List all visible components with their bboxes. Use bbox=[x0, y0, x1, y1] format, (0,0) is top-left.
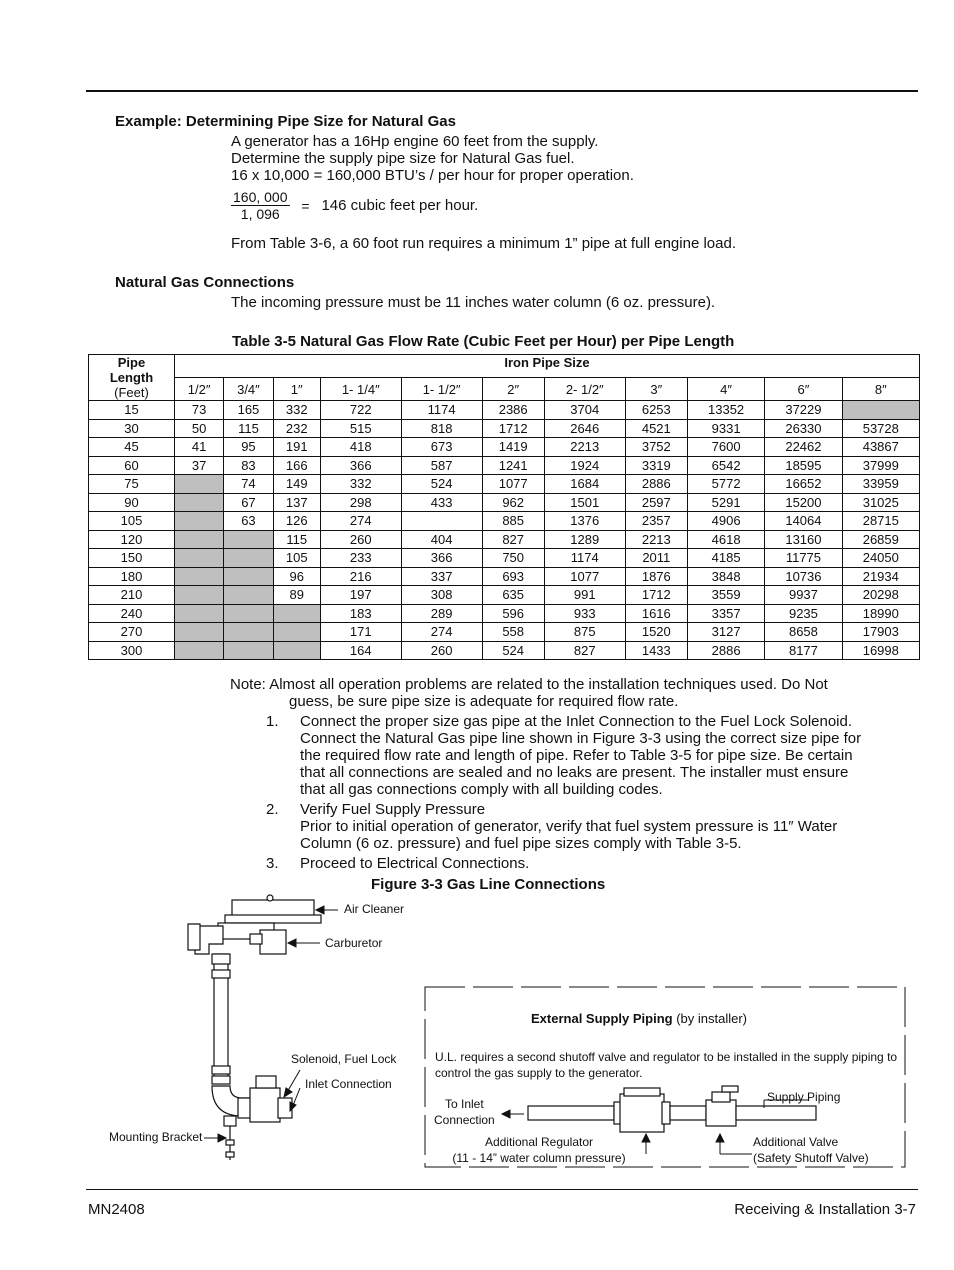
flow-rate-cell: 11775 bbox=[765, 549, 842, 568]
flow-rate-cell: 274 bbox=[401, 623, 482, 642]
flow-rate-cell bbox=[273, 641, 320, 660]
step-line: Verify Fuel Supply Pressure bbox=[300, 801, 486, 818]
flow-rate-cell bbox=[175, 567, 224, 586]
flow-rate-table bbox=[88, 354, 920, 660]
flow-rate-cell: 4906 bbox=[687, 512, 764, 531]
flow-rate-cell: 5772 bbox=[687, 475, 764, 494]
flow-rate-cell: 171 bbox=[320, 623, 401, 642]
pipe-length-cell: 270 bbox=[89, 623, 175, 642]
flow-rate-cell: 635 bbox=[482, 586, 544, 605]
box-title-suffix: (by installer) bbox=[676, 1011, 747, 1026]
step-line: Proceed to Electrical Connections. bbox=[300, 855, 530, 872]
flow-rate-cell: 137 bbox=[273, 493, 320, 512]
flow-rate-cell: 2886 bbox=[687, 641, 764, 660]
flow-rate-cell: 3848 bbox=[687, 567, 764, 586]
flow-rate-cell bbox=[224, 586, 273, 605]
valve-line: Additional Valve bbox=[753, 1135, 839, 1149]
flow-rate-cell bbox=[842, 401, 919, 420]
flow-rate-cell: 28715 bbox=[842, 512, 919, 531]
pipe-size-header: 1/2″ bbox=[175, 378, 224, 401]
flow-rate-cell bbox=[224, 549, 273, 568]
flow-rate-cell: 164 bbox=[320, 641, 401, 660]
label-mounting-bracket: Mounting Bracket bbox=[109, 1130, 203, 1144]
flow-rate-cell: 1924 bbox=[544, 456, 625, 475]
flow-rate-cell: 1289 bbox=[544, 530, 625, 549]
pipe-length-cell: 90 bbox=[89, 493, 175, 512]
flow-rate-cell: 1174 bbox=[544, 549, 625, 568]
flow-rate-cell bbox=[273, 604, 320, 623]
flow-rate-cell: 3559 bbox=[687, 586, 764, 605]
flow-rate-cell: 14064 bbox=[765, 512, 842, 531]
pipe-size-header: 2″ bbox=[482, 378, 544, 401]
flow-rate-cell: 1712 bbox=[482, 419, 544, 438]
flow-rate-cell bbox=[175, 641, 224, 660]
flow-rate-cell: 308 bbox=[401, 586, 482, 605]
flow-rate-cell: 20298 bbox=[842, 586, 919, 605]
flow-rate-cell: 885 bbox=[482, 512, 544, 531]
box-text bbox=[435, 1049, 897, 1081]
pipe-length-cell: 45 bbox=[89, 438, 175, 457]
table-row bbox=[89, 641, 920, 660]
flow-rate-cell: 298 bbox=[320, 493, 401, 512]
label-additional-regulator bbox=[451, 1134, 627, 1166]
flow-rate-cell bbox=[175, 623, 224, 642]
flow-rate-cell: 165 bbox=[224, 401, 273, 420]
example-line: Determine the supply pipe size for Natural Gas fuel. bbox=[231, 150, 575, 167]
step-text bbox=[300, 801, 837, 852]
flow-rate-cell: 3319 bbox=[625, 456, 687, 475]
flow-rate-cell: 197 bbox=[320, 586, 401, 605]
step-text bbox=[300, 713, 861, 798]
flow-rate-cell: 26330 bbox=[765, 419, 842, 438]
flow-rate-cell: 50 bbox=[175, 419, 224, 438]
flow-rate-cell bbox=[224, 567, 273, 586]
pipe-length-cell: 150 bbox=[89, 549, 175, 568]
bottom-rule bbox=[86, 1189, 918, 1190]
flow-rate-cell: 433 bbox=[401, 493, 482, 512]
pipe-size-header: 8″ bbox=[842, 378, 919, 401]
flow-rate-cell: 4185 bbox=[687, 549, 764, 568]
flow-rate-cell: 9331 bbox=[687, 419, 764, 438]
step-number: 2. bbox=[266, 801, 279, 818]
flow-rate-cell: 673 bbox=[401, 438, 482, 457]
flow-rate-cell: 9937 bbox=[765, 586, 842, 605]
flow-rate-cell: 24050 bbox=[842, 549, 919, 568]
flow-rate-cell: 1077 bbox=[544, 567, 625, 586]
label-supply-piping: Supply Piping bbox=[767, 1090, 841, 1104]
flow-rate-cell: 524 bbox=[482, 641, 544, 660]
flow-rate-cell: 73 bbox=[175, 401, 224, 420]
flow-rate-cell: 126 bbox=[273, 512, 320, 531]
pipe-length-cell: 15 bbox=[89, 401, 175, 420]
flow-rate-cell: 1241 bbox=[482, 456, 544, 475]
to-inlet-line: Connection bbox=[434, 1113, 495, 1127]
flow-rate-cell: 933 bbox=[544, 604, 625, 623]
step-line: that all connections are sealed and no leaks are present. The installer must ensure bbox=[300, 764, 849, 781]
flow-rate-cell bbox=[175, 604, 224, 623]
flow-rate-cell: 37 bbox=[175, 456, 224, 475]
flow-rate-cell: 18990 bbox=[842, 604, 919, 623]
flow-rate-cell: 1174 bbox=[401, 401, 482, 420]
flow-rate-cell: 962 bbox=[482, 493, 544, 512]
flow-rate-cell: 2213 bbox=[544, 438, 625, 457]
flow-rate-cell: 827 bbox=[544, 641, 625, 660]
flow-rate-cell: 15200 bbox=[765, 493, 842, 512]
steps-list bbox=[230, 713, 910, 872]
flow-rate-cell: 991 bbox=[544, 586, 625, 605]
table-row bbox=[89, 512, 920, 531]
step-text bbox=[300, 855, 529, 872]
flow-rate-cell: 95 bbox=[224, 438, 273, 457]
top-rule bbox=[86, 90, 918, 92]
table-row bbox=[89, 586, 920, 605]
flow-rate-cell: 2886 bbox=[625, 475, 687, 494]
step-number: 3. bbox=[266, 855, 279, 872]
flow-rate-cell: 2386 bbox=[482, 401, 544, 420]
flow-rate-cell bbox=[175, 493, 224, 512]
length-header-line: Pipe bbox=[117, 355, 146, 370]
step-line: Column (6 oz. pressure) and fuel pipe sizes comply with Table 3-5. bbox=[300, 835, 742, 852]
flow-rate-cell: 366 bbox=[401, 549, 482, 568]
flow-rate-cell: 149 bbox=[273, 475, 320, 494]
length-header bbox=[89, 355, 175, 401]
flow-rate-cell: 1712 bbox=[625, 586, 687, 605]
box-title bbox=[531, 1011, 747, 1026]
flow-rate-cell: 1077 bbox=[482, 475, 544, 494]
flow-rate-cell: 53728 bbox=[842, 419, 919, 438]
flow-rate-cell: 818 bbox=[401, 419, 482, 438]
step-item bbox=[230, 801, 910, 852]
regulator-line: (11 - 14” water column pressure) bbox=[452, 1151, 626, 1165]
flow-rate-cell: 366 bbox=[320, 456, 401, 475]
flow-rate-cell: 115 bbox=[273, 530, 320, 549]
flow-rate-cell: 16652 bbox=[765, 475, 842, 494]
pipe-size-header: 4″ bbox=[687, 378, 764, 401]
fraction bbox=[231, 189, 290, 222]
pipe-size-header: 6″ bbox=[765, 378, 842, 401]
footer-left: MN2408 bbox=[88, 1201, 145, 1218]
flow-rate-cell: 1684 bbox=[544, 475, 625, 494]
flow-rate-cell: 2597 bbox=[625, 493, 687, 512]
flow-rate-cell: 515 bbox=[320, 419, 401, 438]
flow-rate-cell bbox=[224, 623, 273, 642]
example-line: 16 x 10,000 = 160,000 BTU’s / per hour for proper operation. bbox=[231, 167, 634, 184]
equals-sign: = bbox=[301, 197, 310, 214]
example-text bbox=[231, 133, 634, 184]
table-row bbox=[89, 456, 920, 475]
flow-rate-cell: 18595 bbox=[765, 456, 842, 475]
pipe-length-cell: 120 bbox=[89, 530, 175, 549]
flow-rate-cell bbox=[175, 549, 224, 568]
flow-rate-cell: 13160 bbox=[765, 530, 842, 549]
flow-rate-cell: 183 bbox=[320, 604, 401, 623]
flow-rate-cell: 115 bbox=[224, 419, 273, 438]
length-header-line: Length bbox=[109, 370, 154, 385]
flow-rate-cell: 3127 bbox=[687, 623, 764, 642]
flow-rate-cell: 8177 bbox=[765, 641, 842, 660]
flow-rate-cell: 3752 bbox=[625, 438, 687, 457]
flow-rate-cell: 5291 bbox=[687, 493, 764, 512]
flow-rate-cell: 41 bbox=[175, 438, 224, 457]
footer-right: Receiving & Installation 3-7 bbox=[734, 1201, 916, 1218]
flow-rate-cell: 6542 bbox=[687, 456, 764, 475]
flow-rate-cell: 3357 bbox=[687, 604, 764, 623]
size-header-row bbox=[89, 378, 920, 401]
box-text-line: control the gas supply to the generator. bbox=[435, 1066, 643, 1080]
step-line: Prior to initial operation of generator, verify that fuel system pressure is 11″ Water bbox=[300, 818, 838, 835]
note-line: Note: Almost all operation problems are related to the installation techniques used. Do Not bbox=[230, 676, 828, 693]
pipe-length-cell: 240 bbox=[89, 604, 175, 623]
pipe-length-cell: 300 bbox=[89, 641, 175, 660]
flow-rate-cell: 43867 bbox=[842, 438, 919, 457]
figure-caption: Figure 3-3 Gas Line Connections bbox=[371, 876, 606, 893]
regulator-line: Additional Regulator bbox=[484, 1135, 594, 1149]
example-conclusion: From Table 3-6, a 60 foot run requires a minimum 1” pipe at full engine load. bbox=[231, 235, 736, 252]
flow-rate-cell: 166 bbox=[273, 456, 320, 475]
step-item bbox=[230, 855, 910, 872]
table-row bbox=[89, 549, 920, 568]
connections-text: The incoming pressure must be 11 inches water column (6 oz. pressure). bbox=[231, 294, 716, 311]
example-line: A generator has a 16Hp engine 60 feet from the supply. bbox=[231, 133, 599, 150]
label-inlet-connection: Inlet Connection bbox=[305, 1077, 392, 1091]
table-row bbox=[89, 438, 920, 457]
table-row bbox=[89, 604, 920, 623]
table-row bbox=[89, 475, 920, 494]
flow-rate-cell: 418 bbox=[320, 438, 401, 457]
table-row bbox=[89, 419, 920, 438]
flow-rate-cell: 105 bbox=[273, 549, 320, 568]
flow-rate-cell: 7600 bbox=[687, 438, 764, 457]
fraction-denominator: 1, 096 bbox=[240, 206, 280, 222]
flow-rate-cell bbox=[224, 641, 273, 660]
to-inlet-line: To Inlet bbox=[445, 1097, 484, 1111]
pipe-size-header: 1- 1/4″ bbox=[320, 378, 401, 401]
flow-rate-cell: 10736 bbox=[765, 567, 842, 586]
flow-rate-cell: 1433 bbox=[625, 641, 687, 660]
flow-rate-cell bbox=[401, 512, 482, 531]
flow-rate-cell: 260 bbox=[320, 530, 401, 549]
pipe-size-header: 1″ bbox=[273, 378, 320, 401]
pipe-length-cell: 75 bbox=[89, 475, 175, 494]
installation-notes bbox=[230, 676, 910, 872]
length-header-unit: (Feet) bbox=[114, 385, 149, 400]
flow-rate-cell: 1616 bbox=[625, 604, 687, 623]
flow-rate-cell bbox=[175, 475, 224, 494]
flow-rate-cell: 274 bbox=[320, 512, 401, 531]
flow-rate-cell bbox=[273, 623, 320, 642]
note-line: guess, be sure pipe size is adequate for required flow rate. bbox=[289, 693, 679, 710]
flow-rate-cell: 89 bbox=[273, 586, 320, 605]
step-line: Connect the Natural Gas pipe line shown in Figure 3-3 using the correct size pipe for bbox=[300, 730, 862, 747]
flow-rate-cell: 524 bbox=[401, 475, 482, 494]
step-number: 1. bbox=[266, 713, 279, 730]
flow-rate-cell: 9235 bbox=[765, 604, 842, 623]
flow-rate-cell: 332 bbox=[320, 475, 401, 494]
flow-rate-cell: 693 bbox=[482, 567, 544, 586]
flow-rate-cell: 31025 bbox=[842, 493, 919, 512]
flow-rate-cell: 1419 bbox=[482, 438, 544, 457]
flow-rate-cell: 37229 bbox=[765, 401, 842, 420]
pipe-length-cell: 210 bbox=[89, 586, 175, 605]
fraction-numerator: 160, 000 bbox=[233, 189, 288, 205]
table-row bbox=[89, 530, 920, 549]
flow-rate-cell bbox=[175, 586, 224, 605]
label-carburetor: Carburetor bbox=[325, 936, 383, 950]
pipe-size-header: 3″ bbox=[625, 378, 687, 401]
flow-rate-cell: 16998 bbox=[842, 641, 919, 660]
pipe-length-cell: 30 bbox=[89, 419, 175, 438]
flow-rate-cell: 22462 bbox=[765, 438, 842, 457]
flow-rate-cell: 1876 bbox=[625, 567, 687, 586]
flow-rate-cell: 37999 bbox=[842, 456, 919, 475]
iron-pipe-size-header: Iron Pipe Size bbox=[175, 355, 920, 378]
box-title-bold: External Supply Piping bbox=[531, 1011, 673, 1026]
flow-rate-cell: 875 bbox=[544, 623, 625, 642]
flow-rate-cell: 596 bbox=[482, 604, 544, 623]
flow-rate-cell: 558 bbox=[482, 623, 544, 642]
connections-heading: Natural Gas Connections bbox=[115, 274, 295, 291]
flow-rate-cell: 4521 bbox=[625, 419, 687, 438]
flow-rate-cell bbox=[224, 530, 273, 549]
flow-rate-cell: 6253 bbox=[625, 401, 687, 420]
label-to-inlet bbox=[434, 1096, 495, 1128]
flow-rate-cell: 21934 bbox=[842, 567, 919, 586]
flow-rate-cell: 587 bbox=[401, 456, 482, 475]
flow-rate-cell: 332 bbox=[273, 401, 320, 420]
flow-rate-cell: 3704 bbox=[544, 401, 625, 420]
flow-rate-cell bbox=[224, 604, 273, 623]
flow-rate-cell: 2357 bbox=[625, 512, 687, 531]
flow-rate-cell: 4618 bbox=[687, 530, 764, 549]
label-solenoid: Solenoid, Fuel Lock bbox=[291, 1052, 397, 1066]
valve-line: (Safety Shutoff Valve) bbox=[753, 1151, 869, 1165]
flow-rate-cell: 83 bbox=[224, 456, 273, 475]
step-line: the required flow rate and length of pipe. Refer to Table 3-5 for pipe size. Be certain bbox=[300, 747, 853, 764]
flow-rate-cell: 26859 bbox=[842, 530, 919, 549]
flow-rate-cell: 74 bbox=[224, 475, 273, 494]
calculation-result: 146 cubic feet per hour. bbox=[321, 197, 479, 214]
flow-rate-cell: 63 bbox=[224, 512, 273, 531]
step-item bbox=[230, 713, 910, 798]
pipe-length-cell: 180 bbox=[89, 567, 175, 586]
flow-rate-cell bbox=[175, 512, 224, 531]
table-body bbox=[89, 401, 920, 660]
pipe-size-header: 3/4″ bbox=[224, 378, 273, 401]
table-row bbox=[89, 493, 920, 512]
engine-assembly-drawing bbox=[188, 895, 321, 1160]
flow-rate-cell: 17903 bbox=[842, 623, 919, 642]
calculation bbox=[231, 189, 478, 222]
flow-rate-cell: 2213 bbox=[625, 530, 687, 549]
flow-rate-cell: 233 bbox=[320, 549, 401, 568]
flow-rate-cell: 827 bbox=[482, 530, 544, 549]
flow-rate-cell: 67 bbox=[224, 493, 273, 512]
flow-rate-cell: 8658 bbox=[765, 623, 842, 642]
box-text-line: U.L. requires a second shutoff valve and regulator to be installed in the supply piping to bbox=[435, 1050, 898, 1064]
flow-rate-cell: 191 bbox=[273, 438, 320, 457]
flow-rate-cell: 260 bbox=[401, 641, 482, 660]
label-air-cleaner: Air Cleaner bbox=[344, 902, 405, 916]
flow-rate-cell: 13352 bbox=[687, 401, 764, 420]
flow-rate-cell: 232 bbox=[273, 419, 320, 438]
flow-rate-cell: 1520 bbox=[625, 623, 687, 642]
label-additional-valve bbox=[753, 1134, 869, 1166]
flow-rate-cell: 33959 bbox=[842, 475, 919, 494]
flow-rate-cell: 722 bbox=[320, 401, 401, 420]
table-row bbox=[89, 401, 920, 420]
table-row bbox=[89, 567, 920, 586]
flow-rate-cell bbox=[175, 530, 224, 549]
flow-rate-cell: 2011 bbox=[625, 549, 687, 568]
pipe-size-header: 2- 1/2″ bbox=[544, 378, 625, 401]
pipe-size-header: 1- 1/2″ bbox=[401, 378, 482, 401]
pipe-length-cell: 60 bbox=[89, 456, 175, 475]
table-row bbox=[89, 623, 920, 642]
flow-rate-cell: 2646 bbox=[544, 419, 625, 438]
flow-rate-cell: 96 bbox=[273, 567, 320, 586]
flow-rate-cell: 216 bbox=[320, 567, 401, 586]
flow-rate-cell: 1501 bbox=[544, 493, 625, 512]
example-heading: Example: Determining Pipe Size for Natural Gas bbox=[115, 113, 456, 130]
flow-rate-cell: 289 bbox=[401, 604, 482, 623]
pipe-length-cell: 105 bbox=[89, 512, 175, 531]
flow-rate-cell: 337 bbox=[401, 567, 482, 586]
flow-rate-cell: 404 bbox=[401, 530, 482, 549]
step-line: that all gas connections comply with all building codes. bbox=[300, 781, 663, 798]
flow-rate-cell: 1376 bbox=[544, 512, 625, 531]
flow-rate-cell: 750 bbox=[482, 549, 544, 568]
step-line: Connect the proper size gas pipe at the Inlet Connection to the Fuel Lock Solenoid. bbox=[300, 713, 853, 730]
table-caption: Table 3-5 Natural Gas Flow Rate (Cubic Feet per Hour) per Pipe Length bbox=[232, 333, 735, 350]
